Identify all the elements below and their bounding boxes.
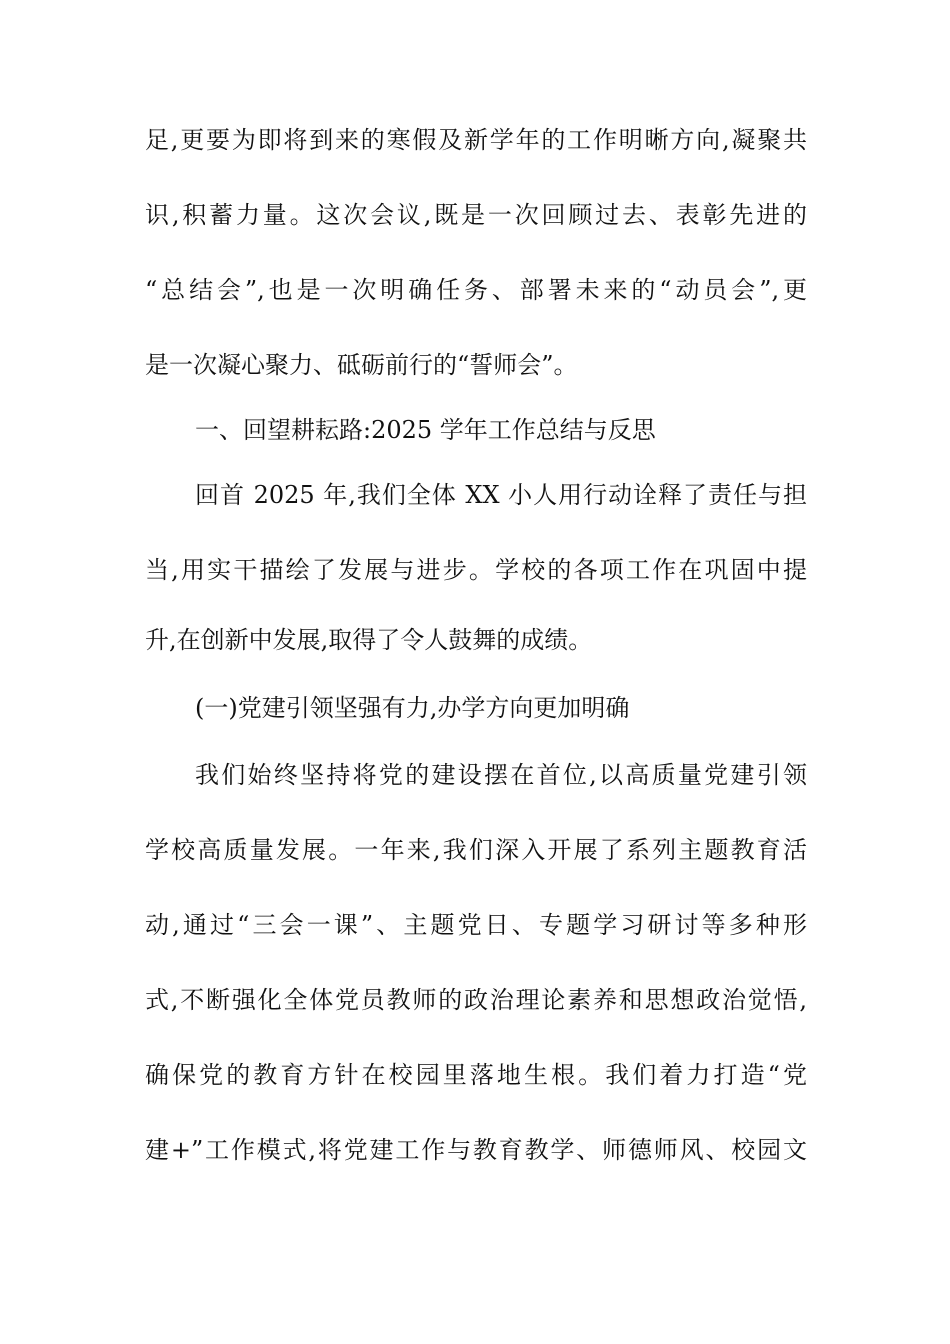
paragraph-line: 确保党的教育方针在校园里落地生根。我们着力打造“党 (145, 1061, 807, 1089)
subsection-heading: (一)党建引领坚强有力,办学方向更加明确 (195, 694, 630, 722)
paragraph-line: “总结会”,也是一次明确任务、部署未来的“动员会”,更 (145, 276, 807, 304)
paragraph-line: 升,在创新中发展,取得了令人鼓舞的成绩。 (145, 626, 593, 654)
paragraph-line: 足,更要为即将到来的寒假及新学年的工作明晰方向,凝聚共 (145, 126, 807, 154)
paragraph-line: 回首 2025 年,我们全体 XX 小人用行动诠释了责任与担 (195, 481, 807, 509)
paragraph-line: 识,积蓄力量。这次会议,既是一次回顾过去、表彰先进的 (145, 201, 807, 229)
paragraph-line: 建+”工作模式,将党建工作与教育教学、师德师风、校园文 (145, 1136, 807, 1164)
paragraph-line: 学校高质量发展。一年来,我们深入开展了系列主题教育活 (145, 836, 807, 864)
paragraph-line: 当,用实干描绘了发展与进步。学校的各项工作在巩固中提 (145, 556, 807, 584)
paragraph-line: 是一次凝心聚力、砥砺前行的“誓师会”。 (145, 351, 578, 379)
paragraph-line: 动,通过“三会一课”、主题党日、专题学习研讨等多种形 (145, 911, 807, 939)
paragraph-line: 我们始终坚持将党的建设摆在首位,以高质量党建引领 (195, 761, 807, 789)
section-heading: 一、回望耕耘路:2025 学年工作总结与反思 (195, 416, 656, 444)
paragraph-line: 式,不断强化全体党员教师的政治理论素养和思想政治觉悟, (145, 986, 807, 1014)
